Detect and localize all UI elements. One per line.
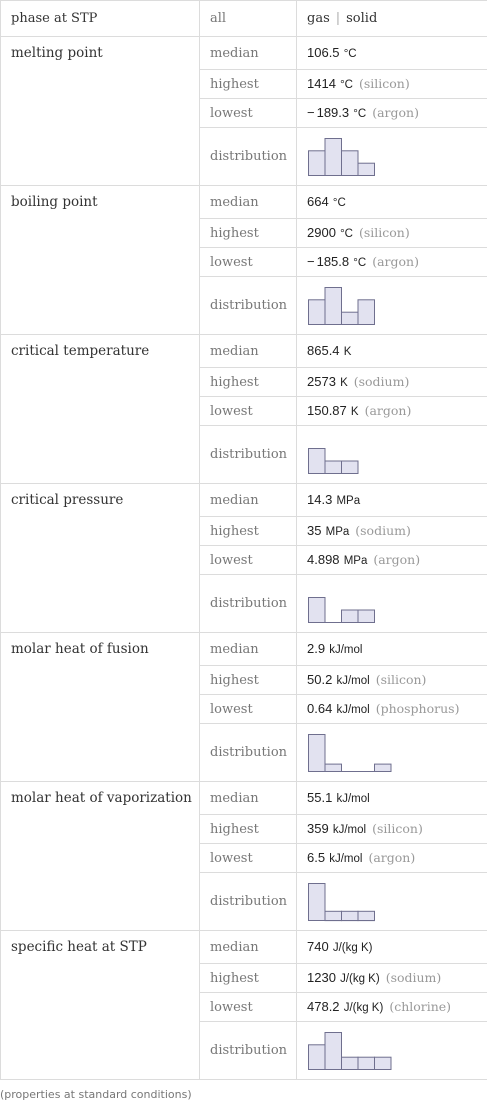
highest-element-note: (sodium) [355,523,411,538]
lowest-element-note: (phosphorus) [375,701,460,716]
lowest-label: lowest [200,546,297,575]
highest-value-cell [297,666,487,695]
distribution-chart-cell [297,426,487,484]
median-label: median [200,931,297,964]
histogram-bar [342,150,359,175]
median-value-cell [297,186,487,219]
highest-number: 2900 [307,225,336,240]
median-number: 55.1 [307,790,333,805]
distribution-histogram [307,136,376,178]
median-label: median [200,37,297,70]
highest-label: highest [200,368,297,397]
lowest-unit: kJ/mol [336,704,370,716]
median-unit: MPa [336,495,361,507]
highest-label: highest [200,964,297,993]
highest-unit: °C [340,228,353,240]
highest-label: highest [200,666,297,695]
property-name-cell: melting point [1,37,200,186]
highest-unit: MPa [325,526,350,538]
phase-separator: | [335,11,341,26]
distribution-label: distribution [200,426,297,484]
highest-number: 359 [307,821,329,836]
median-number: 664 [307,194,329,209]
median-value-cell [297,335,487,368]
distribution-chart-cell [297,128,487,186]
highest-element-note: (silicon) [375,672,427,687]
minus-sign: − [307,254,315,269]
property-row [1,931,487,964]
median-unit: J/(kg K) [332,942,373,954]
property-row [1,186,487,219]
header-property-cell: phase at STP [1,1,200,37]
median-number: 2.9 [307,641,326,656]
distribution-histogram [307,881,376,923]
lowest-label: lowest [200,993,297,1022]
highest-value-cell [297,219,487,248]
distribution-histogram [307,434,360,476]
distribution-chart-cell [297,277,487,335]
lowest-label: lowest [200,844,297,873]
histogram-bar [342,461,359,474]
median-label: median [200,186,297,219]
highest-element-note: (silicon) [358,225,410,240]
lowest-unit: kJ/mol [329,853,363,865]
property-row [1,633,487,666]
highest-value-cell [297,815,487,844]
lowest-value-cell [297,99,487,128]
property-row [1,484,487,517]
lowest-number: 0.64 [307,701,333,716]
histogram-bar [358,1057,375,1069]
property-name-cell: critical temperature [1,335,200,484]
distribution-histogram [307,285,376,327]
median-unit: kJ/mol [329,644,363,656]
median-number: 106.5 [307,45,340,60]
lowest-value-cell [297,397,487,426]
median-label: median [200,484,297,517]
histogram-bar [325,764,342,771]
lowest-label: lowest [200,248,297,277]
header-stat-cell: all [200,1,297,37]
histogram-bar [325,1032,342,1069]
distribution-chart-cell [297,724,487,782]
lowest-number: 185.8 [316,254,350,269]
lowest-unit: J/(kg K) [343,1002,384,1014]
histogram-bar [358,610,375,623]
lowest-value-cell [297,546,487,575]
median-number: 14.3 [307,492,333,507]
property-name-cell: molar heat of fusion [1,633,200,782]
highest-unit: kJ/mol [332,824,367,836]
lowest-number: 478.2 [307,999,340,1014]
property-name-cell: molar heat of vaporization [1,782,200,931]
lowest-value-cell [297,993,487,1022]
property-row [1,37,487,70]
lowest-label: lowest [200,695,297,724]
histogram-bar [309,734,326,771]
lowest-element-note: (argon) [373,552,421,567]
histogram-bar [342,610,359,623]
histogram-bar [358,163,375,175]
property-row [1,335,487,368]
median-unit: °C [343,48,357,60]
highest-unit: kJ/mol [336,675,370,687]
histogram-bar [309,597,326,622]
lowest-label: lowest [200,99,297,128]
histogram-bar [309,1044,326,1069]
histogram-bar [325,911,342,920]
highest-unit: K [340,377,348,389]
lowest-unit: MPa [343,555,368,567]
histogram-bar [375,1057,392,1069]
highest-number: 35 [307,523,322,538]
minus-sign: − [307,105,315,120]
distribution-chart-cell [297,575,487,633]
property-row [1,782,487,815]
histogram-bar [358,299,375,324]
median-value-cell [297,931,487,964]
distribution-histogram [307,732,393,774]
median-unit: kJ/mol [336,793,370,805]
median-label: median [200,633,297,666]
histogram-bar [309,150,326,175]
distribution-label: distribution [200,128,297,186]
highest-label: highest [200,70,297,99]
distribution-chart-cell [297,1022,487,1080]
highest-unit: °C [340,79,353,91]
highest-element-note: (silicon) [372,821,423,836]
highest-element-note: (sodium) [353,374,410,389]
histogram-bar [358,911,375,920]
highest-element-note: (silicon) [358,76,410,91]
lowest-element-note: (argon) [372,254,419,269]
histogram-bar [325,138,342,175]
distribution-label: distribution [200,1022,297,1080]
lowest-unit: °C [353,257,367,269]
histogram-bar [309,883,326,920]
property-name-cell: specific heat at STP [1,931,200,1080]
highest-value-cell [297,70,487,99]
lowest-unit: K [350,406,359,418]
histogram-bar [325,287,342,324]
distribution-histogram [307,583,376,625]
distribution-label: distribution [200,724,297,782]
highest-number: 2573 [307,374,336,389]
median-label: median [200,335,297,368]
highest-number: 50.2 [307,672,333,687]
lowest-value-cell [297,248,487,277]
lowest-number: 6.5 [307,850,326,865]
median-label: median [200,782,297,815]
phase-solid: solid [346,11,378,26]
highest-value-cell [297,964,487,993]
property-name-cell: boiling point [1,186,200,335]
lowest-element-note: (argon) [364,403,412,418]
highest-number: 1230 [307,970,336,985]
highest-unit: J/(kg K) [340,973,380,985]
highest-label: highest [200,219,297,248]
histogram-bar [342,312,359,324]
median-unit: K [343,346,352,358]
median-number: 865.4 [307,343,340,358]
median-value-cell [297,484,487,517]
header-row [1,1,487,37]
median-value-cell [297,37,487,70]
lowest-element-note: (argon) [368,850,416,865]
property-name-cell: critical pressure [1,484,200,633]
lowest-number: 150.87 [307,403,347,418]
lowest-unit: °C [353,108,367,120]
lowest-label: lowest [200,397,297,426]
histogram-bar [342,1057,359,1069]
histogram-bar [325,461,342,474]
median-value-cell [297,782,487,815]
median-value-cell [297,633,487,666]
highest-label: highest [200,517,297,546]
histogram-bar [309,299,326,324]
phase-gas: gas [307,11,330,26]
lowest-number: 189.3 [316,105,350,120]
distribution-histogram [307,1030,393,1072]
histogram-bar [375,764,392,771]
distribution-label: distribution [200,277,297,335]
highest-number: 1414 [307,76,336,91]
histogram-bar [342,911,359,920]
highest-label: highest [200,815,297,844]
lowest-element-note: (argon) [372,105,419,120]
lowest-element-note: (chlorine) [389,999,452,1014]
highest-element-note: (sodium) [385,970,442,985]
footnote: (properties at standard conditions) [0,1088,192,1101]
distribution-label: distribution [200,575,297,633]
lowest-value-cell [297,695,487,724]
highest-value-cell [297,368,487,397]
highest-value-cell [297,517,487,546]
distribution-chart-cell [297,873,487,931]
distribution-label: distribution [200,873,297,931]
median-unit: °C [332,197,346,209]
median-number: 740 [307,939,329,954]
lowest-number: 4.898 [307,552,340,567]
header-phase-cell [297,1,487,37]
lowest-value-cell [297,844,487,873]
histogram-bar [309,448,326,473]
